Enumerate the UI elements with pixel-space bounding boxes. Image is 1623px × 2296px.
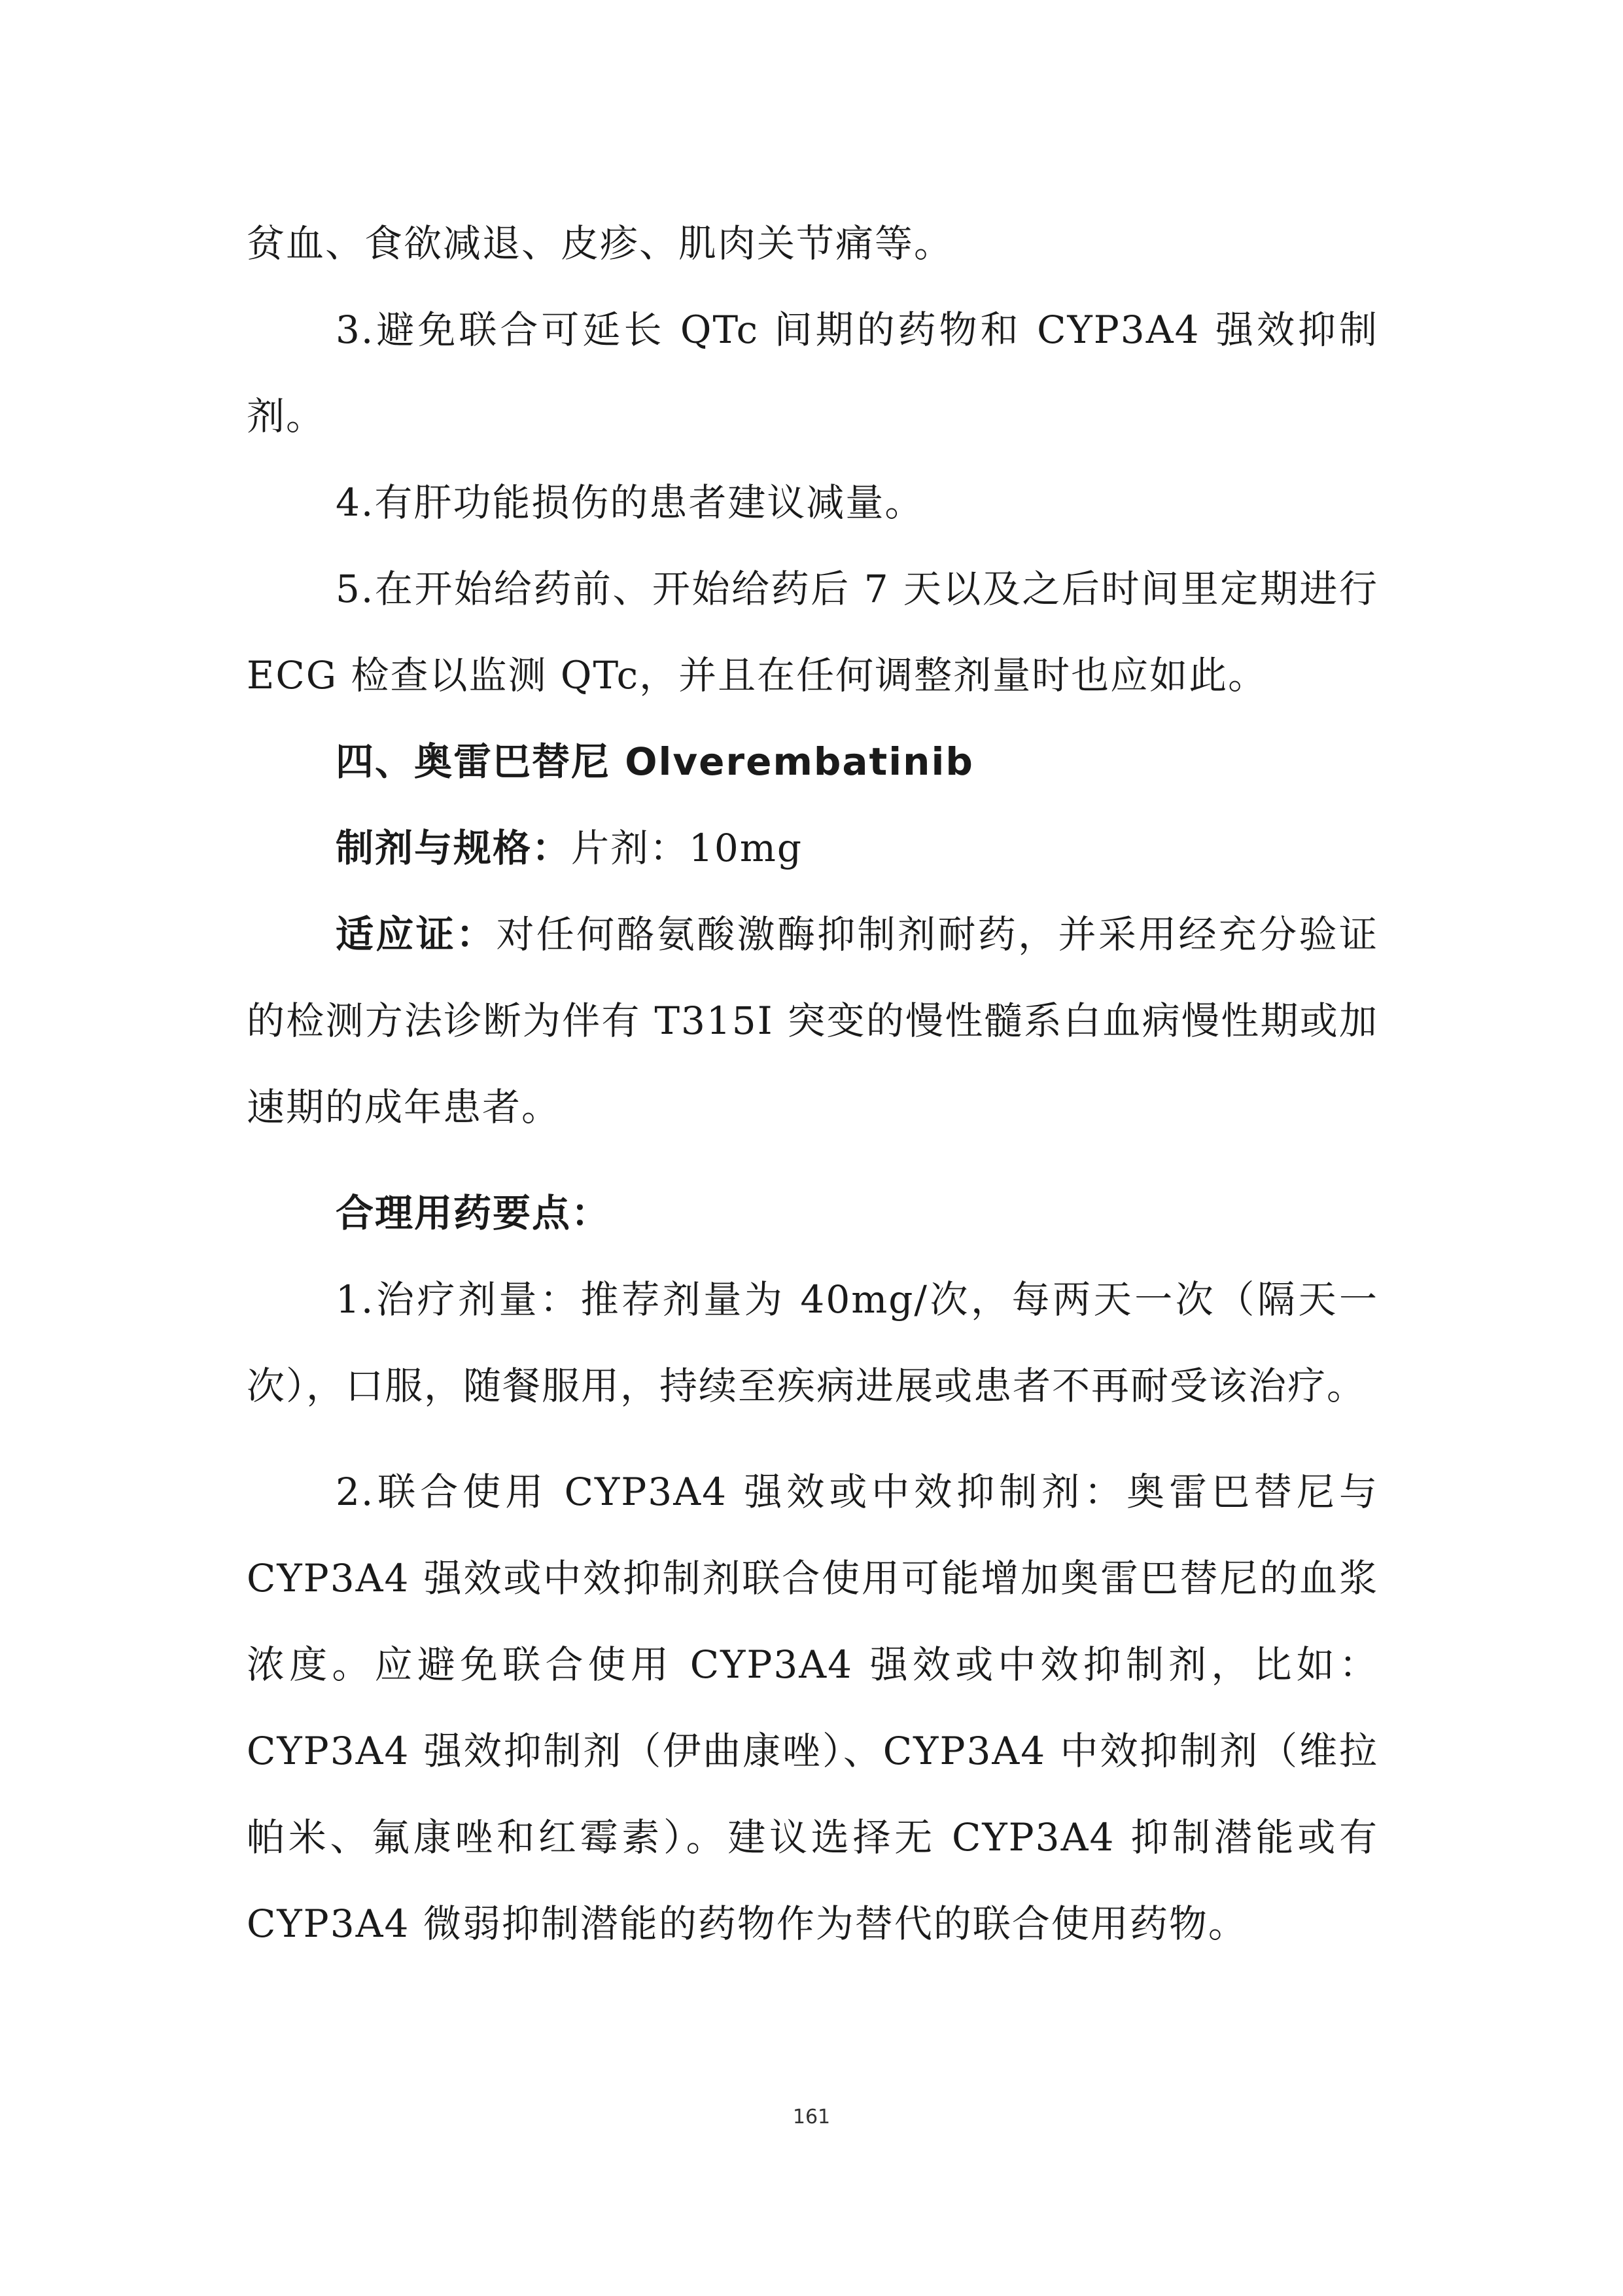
paragraph-qtc-cyp3a4: 3.避免联合可延长 QTc 间期的药物和 CYP3A4 强效抑制剂。 [247,308,1378,438]
page-number: 161 [792,2106,831,2128]
paragraph-ecg-monitoring: 5.在开始给药前、开始给药后 7 天以及之后时间里定期进行 ECG 检查以监测 QTc，并且在任何调整剂量时也应如此。 [247,567,1378,698]
point-dosage: 1.治疗剂量：推荐剂量为 40mg/次，每两天一次（隔天一次），口服，随餐服用，持续至疾病进展或患者不再耐受该治疗。 [247,1277,1378,1408]
indication-label: 适应证： [336,912,497,957]
formulation-value: 片剂：10mg [571,826,803,870]
rational-use-heading: 合理用药要点： [336,1191,611,1235]
paragraph-liver-dose: 4.有肝功能损伤的患者建议减量。 [336,480,924,525]
page-body [247,200,1378,1967]
indication-paragraph [247,891,1378,1150]
indication-value: 对任何酪氨酸激酶抑制剂耐药，并采用经充分验证的检测方法诊断为伴有 T315I 突变的慢性髓系白血病慢性期或加速期的成年患者。 [247,912,1378,1129]
point-cyp3a4-inhibitors: 2.联合使用 CYP3A4 强效或中效抑制剂：奥雷巴替尼与 CYP3A4 强效或中效抑制剂联合使用可能增加奥雷巴替尼的血浆浓度。应避免联合使用 CYP3A4 强效或中效抑制剂，比如：CYP3A4 强效抑制剂（伊曲康唑）、CYP3A4 中效抑制剂（维拉帕米、氟康唑和红霉素）。建议选择无 CYP3A4 抑制潜能或有 CYP3A4 微弱抑制潜能的药物作为替代的联合使用药物。 [247,1470,1378,1946]
formulation-label: 制剂与规格： [336,826,572,870]
formulation-line [247,805,1378,891]
paragraph-side-effects: 贫血、食欲减退、皮疹、肌肉关节痛等。 [247,221,954,266]
section-heading-olverembatinib: 四、奥雷巴替尼 Olverembatinib [336,739,974,784]
